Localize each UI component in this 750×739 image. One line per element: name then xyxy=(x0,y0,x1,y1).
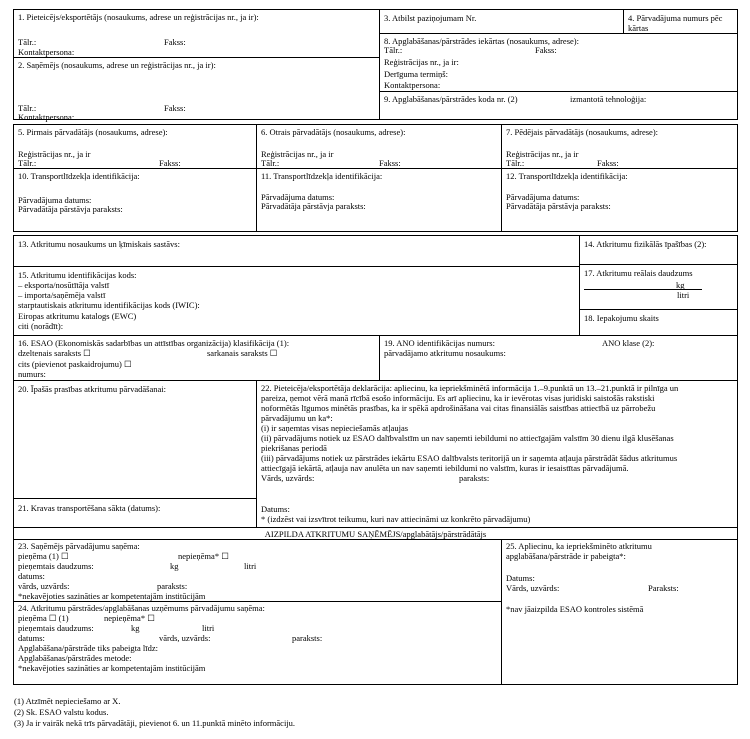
box2-tel: Tālr.: xyxy=(18,103,37,113)
box17-kg: kg xyxy=(676,280,685,290)
receiver-banner-text: AIZPILDA ATKRITUMU SAŅĒMĒJS/apglabātājs/pārstrādātājs xyxy=(264,529,487,539)
box3-title: 3. Atbilst paziņojumam Nr. xyxy=(384,13,477,23)
carrier-reg: Reģistrācijas nr., ja ir xyxy=(18,149,91,159)
box12-vehicle-id xyxy=(501,168,738,232)
box25-date: Datums: xyxy=(506,573,535,583)
box9-tech: izmantotā tehnoloģija: xyxy=(570,94,647,104)
box3-notification xyxy=(379,9,624,34)
box1-fax: Fakss: xyxy=(164,37,186,47)
box21-title: 21. Kravas transportēšana sākta (datums): xyxy=(18,503,161,513)
box1-title: 1. Pieteicējs/eksportētājs (nosaukums, adrese un reģistrācijas nr., ja ir): xyxy=(18,12,259,22)
box15-line1: – eksporta/nosūtītāja valstī xyxy=(18,280,110,290)
box22-line4: pārvadājumu un ka*: xyxy=(261,413,333,423)
box8-contact: Kontaktpersona: xyxy=(384,80,441,90)
box15-line4: Eiropas atkritumu katalogs (EWC) xyxy=(18,311,137,321)
box8-fax: Fakss: xyxy=(535,45,557,55)
box15-line3: starptautiskais atkritumu identifikācijas kods (IWIC): xyxy=(18,300,200,310)
box18-packages xyxy=(579,309,738,336)
box24-accepted: pieņēma ☐ (1) xyxy=(18,613,69,623)
box14-title: 14. Atkritumu fizikālās īpašības (2): xyxy=(584,239,707,249)
box1-contact: Kontaktpersona: xyxy=(18,47,75,57)
box23-name: vārds, uzvārds: xyxy=(18,581,70,591)
box2-consignee xyxy=(13,57,380,120)
box1-tel: Tālr.: xyxy=(18,37,37,47)
box25-sign: Paraksts: xyxy=(648,583,679,593)
box24-method: Apglabāšanas/pārstrādes metode: xyxy=(18,653,132,663)
box19-name: pārvadājamo atkritumu nosaukums: xyxy=(384,348,506,358)
box22-sign: paraksts: xyxy=(459,473,490,483)
box23-date: datums: xyxy=(18,571,45,581)
box16-numbers: numurs: xyxy=(18,369,46,379)
carrier-reg: Reģistrācijas nr., ja ir xyxy=(261,149,334,159)
box13-waste-name xyxy=(13,235,580,267)
carrier-tel: Tālr.: xyxy=(506,158,525,168)
box14-physical xyxy=(579,235,738,265)
box16-title: 16. ESAO (Ekonomiskās sadarbības un attīstības organizācija) klasifikācija (1): xyxy=(18,338,290,348)
carrier-fax: Fakss: xyxy=(597,158,619,168)
box15-title: 15. Atkritumu identifikācijas kods: xyxy=(18,270,137,280)
footnote-1: (1) Atzīmēt nepieciešamo ar X. xyxy=(14,696,121,706)
box24-date: datums: xyxy=(18,633,45,643)
box8-title: 8. Apglabāšanas/pārstrādes iekārtas (nosaukums, adrese): xyxy=(384,36,579,46)
box25-line1: 25. Apliecinu, ka iepriekšminēto atkritumu xyxy=(506,541,652,551)
box13-title: 13. Atkritumu nosaukums un ķīmiskais sastāvs: xyxy=(18,239,180,249)
box8-tel: Tālr.: xyxy=(384,45,403,55)
box16-oecd xyxy=(13,335,380,381)
box2-fax: Fakss: xyxy=(164,103,186,113)
box11-vehicle-id xyxy=(256,168,502,232)
box23-kg: kg xyxy=(170,561,179,571)
box23-sign: paraksts: xyxy=(157,581,188,591)
carrier-reg: Reģistrācijas nr., ja ir xyxy=(506,149,579,159)
box25-note: *nav jāaizpilda ESAO kontroles sistēmā xyxy=(506,604,644,614)
transport-title: 12. Transportlīdzekļa identifikācija: xyxy=(506,171,628,181)
box25-name: Vārds, uzvārds: xyxy=(506,583,560,593)
transport-date: Pārvadājuma datums: xyxy=(506,192,580,202)
box16-green: dzeltenais saraksts ☐ xyxy=(18,348,91,358)
box1-exporter xyxy=(13,9,380,58)
box23-note: *nekavējoties sazināties ar kompetentajām institūcijām xyxy=(18,591,206,601)
carrier-tel: Tālr.: xyxy=(18,158,37,168)
box20-title: 20. Īpašās prasības atkritumu pārvadāšanai: xyxy=(18,384,166,394)
box20-requirements xyxy=(13,380,257,499)
box15-line2: – importa/saņēmēja valstī xyxy=(18,290,106,300)
box22-line5: (i) ir saņemtas visas nepieciešamās atļaujas xyxy=(261,423,409,433)
box22-date: Datums: xyxy=(261,504,290,514)
box25-completion xyxy=(501,539,738,685)
box23-receipt xyxy=(13,539,502,602)
box19-un-id xyxy=(379,335,738,381)
footnote-2: (2) Sk. ESAO valstu kodus. xyxy=(14,707,109,717)
box24-name: vārds, uzvārds: xyxy=(159,633,211,643)
box24-until: Apglabāšana/pārstrāde tiks pabeigta līdz: xyxy=(18,643,158,653)
carrier-title: 7. Pēdējais pārvadātājs (nosaukums, adrese): xyxy=(506,127,659,137)
box22-line3: noformētās līgumos minētās prasības, ka ir spēkā apdrošināšana vai citas finansiālās saistības attiecībā uz pārrobežu xyxy=(261,403,656,413)
box22-line6: (ii) pārvadājums notiek uz ESAO dalībvalstīm un nav saņemti iebildumi no attiecīgajām valstīm 30 dienu ilgā klusēšanas xyxy=(261,433,674,443)
box16-other: cits (pievienot paskaidrojumu) ☐ xyxy=(18,359,132,369)
box8-facility xyxy=(379,33,738,92)
box17-litres: litri xyxy=(677,290,690,300)
carrier-fax: Fakss: xyxy=(159,158,181,168)
box24-note: *nekavējoties sazināties ar kompetentajām institūcijām xyxy=(18,663,206,673)
box25-line2: apglabāšana/pārstrāde ir pabeigta*: xyxy=(506,551,626,561)
box24-sign: paraksts: xyxy=(292,633,323,643)
box22-declaration xyxy=(256,380,738,528)
box8-reg: Reģistrācijas nr., ja ir: xyxy=(384,57,459,67)
box23-qty: pieņemtais daudzums: xyxy=(18,561,94,571)
box22-line8: (iii) pārvadājums notiek uz pārstrādes iekārtu ESAO dalībvalsts teritorijā un ir saņemta atļauja pārstrādāt šādus atkritumus xyxy=(261,453,678,463)
box22-line2: pareiza, ņemot vērā manā rīcībā esošo informāciju. Es arī apliecinu, ka ir ievērotas visas juridiski saistošās rakstiski xyxy=(261,393,655,403)
box17-title: 17. Atkritumu reālais daudzums xyxy=(584,268,693,278)
box23-accepted: pieņēma (1) ☐ xyxy=(18,551,69,561)
box2-title: 2. Saņēmējs (nosaukums, adrese un reģistrācijas nr., ja ir): xyxy=(18,60,216,70)
transport-sign: Pārvadātāja pārstāvja paraksts: xyxy=(18,204,123,214)
box8-valid: Derīguma termiņš: xyxy=(384,69,448,79)
box24-litres: litri xyxy=(202,623,215,633)
transport-title: 11. Transportlīdzekļa identifikācija: xyxy=(261,171,383,181)
box24-qty: pieņemtais daudzums: xyxy=(18,623,94,633)
box24-title: 24. Atkritumu pārstrādes/apglabāšanas uzņēmums pārvadājumu saņēma: xyxy=(18,603,265,613)
box5-first-carrier xyxy=(13,124,257,169)
footnote-3: (3) Ja ir vairāk nekā trīs pārvadātāji, pievienot 6. un 11.punktā minēto informāciju. xyxy=(14,718,296,728)
box2-contact: Kontaktpersona: xyxy=(18,112,75,122)
box15-line5: citi (norādīt): xyxy=(18,321,64,331)
box4-shipment-number xyxy=(623,9,738,34)
box15-waste-codes xyxy=(13,266,580,336)
carrier-title: 6. Otrais pārvadātājs (nosaukums, adrese): xyxy=(261,127,406,137)
box18-title: 18. Iepakojumu skaits xyxy=(584,313,659,323)
box22-line1: 22. Pieteicēja/eksportētāja deklarācija: apliecinu, ka iepriekšminētā informācija 1.–9.punktā un 13.–21.punktā ir pilnīga un xyxy=(261,383,679,393)
box22-note: * (izdzēst vai izsvītrot teikumu, kuri nav attiecināmi uz konkrēto pārvadājumu) xyxy=(261,514,531,524)
box23-litres: litri xyxy=(244,561,257,571)
box24-rejected: nepieņēma* ☐ xyxy=(104,613,155,623)
box10-vehicle-id xyxy=(13,168,257,232)
box22-name: Vārds, uzvārds: xyxy=(261,473,315,483)
box9-disposal-code xyxy=(379,91,738,120)
box22-line7: piekrišanas periodā xyxy=(261,443,327,453)
box16-red: sarkanais saraksts ☐ xyxy=(207,348,278,358)
transport-date: Pārvadājuma datums: xyxy=(261,192,335,202)
transport-date: Pārvadājuma datums: xyxy=(18,195,92,205)
carrier-title: 5. Pirmais pārvadātājs (nosaukums, adrese): xyxy=(18,127,168,137)
transport-sign: Pārvadātāja pārstāvja paraksts: xyxy=(506,201,611,211)
box6-second-carrier xyxy=(256,124,502,169)
transport-title: 10. Transportlīdzekļa identifikācija: xyxy=(18,171,140,181)
box19-class: ANO klase (2): xyxy=(602,338,655,348)
box7-last-carrier xyxy=(501,124,738,169)
carrier-tel: Tālr.: xyxy=(261,158,280,168)
box17-quantity xyxy=(579,264,738,310)
box21-transport-started xyxy=(13,498,257,528)
transport-sign: Pārvadātāja pārstāvja paraksts: xyxy=(261,201,366,211)
box4-title: 4. Pārvadājuma numurs pēc kārtas xyxy=(628,13,723,33)
box19-title: 19. ANO identifikācijas numurs: xyxy=(384,338,495,348)
box24-kg: kg xyxy=(131,623,140,633)
box23-rejected: nepieņēma* ☐ xyxy=(178,551,229,561)
box24-processing xyxy=(13,601,502,685)
box9-title: 9. Apglabāšanas/pārstrādes koda nr. (2) xyxy=(384,94,518,104)
carrier-fax: Fakss: xyxy=(379,158,401,168)
box23-title: 23. Saņēmējs pārvadājumu saņēma: xyxy=(18,541,140,551)
box22-line9: attiecīgajā iekārtā, atļauja nav anulēta un nav saņemti iebildumi no valstīm, kuras ir iesaistītas pārvadājumā. xyxy=(261,463,629,473)
